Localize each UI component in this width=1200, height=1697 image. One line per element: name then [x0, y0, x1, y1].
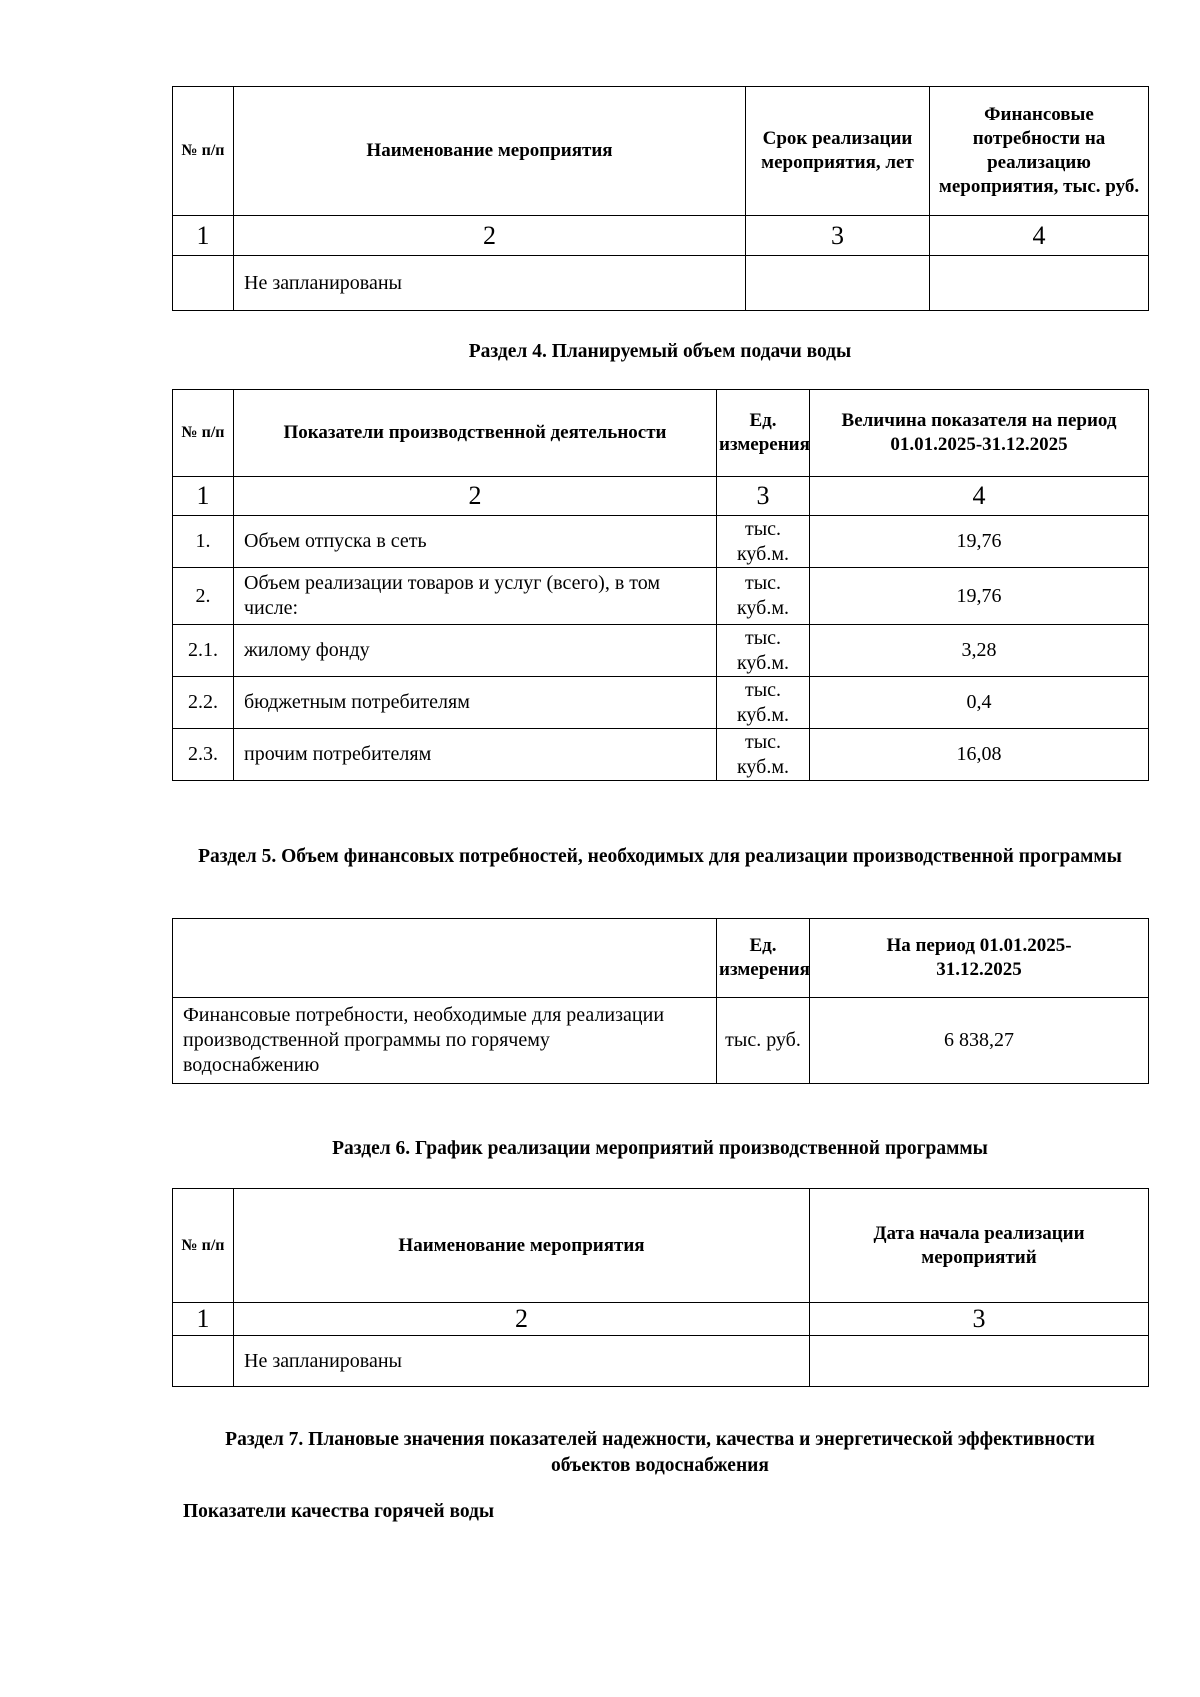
row-value: 19,76 — [810, 568, 1149, 625]
finance-table — [172, 918, 1149, 1084]
table-row — [173, 677, 1149, 729]
table-row — [173, 516, 1149, 568]
row-name: жилому фонду — [234, 625, 717, 677]
section4-title: Раздел 4. Планируемый объем подачи воды — [468, 341, 852, 362]
index-cell: 2 — [234, 477, 717, 516]
row-name: Объем отпуска в сеть — [234, 516, 717, 568]
empty-header — [173, 919, 717, 998]
schedule-table — [172, 1188, 1149, 1387]
activities-table — [172, 86, 1149, 311]
table-row — [173, 625, 1149, 677]
finance-row-unit: тыс. руб. — [717, 998, 810, 1084]
row-unit: тыс. куб.м. — [717, 625, 810, 677]
row-number: 1. — [173, 516, 234, 568]
row-name: бюджетным потребителям — [234, 677, 717, 729]
row-number: 2.2. — [173, 677, 234, 729]
col-header-term: Срок реализации мероприятия, лет — [746, 87, 930, 216]
empty-cell — [810, 1336, 1149, 1387]
col-header-name: Наименование мероприятия — [234, 87, 746, 216]
col-header-unit: Ед. измерения — [717, 390, 810, 477]
section7-title: Раздел 7. Плановые значения показателей надежности, качества и энергетической эффективности объектов водоснабжения — [225, 1429, 1095, 1476]
index-cell: 1 — [173, 1303, 234, 1336]
row-value: 19,76 — [810, 516, 1149, 568]
col-header-indicator: Показатели производственной деятельности — [234, 390, 717, 477]
table-row — [173, 729, 1149, 781]
row-name: Объем реализации товаров и услуг (всего), в том числе: — [234, 568, 717, 625]
empty-cell — [930, 256, 1149, 311]
col-header-start-date: Дата начала реализации мероприятий — [810, 1189, 1149, 1303]
activity-name: Не запланированы — [234, 256, 746, 311]
section5-title: Раздел 5. Объем финансовых потребностей, необходимых для реализации производственной программы — [198, 846, 1122, 867]
col-header-period: На период 01.01.2025-31.12.2025 — [810, 919, 1149, 998]
index-cell: 2 — [234, 216, 746, 256]
water-supply-table — [172, 389, 1149, 781]
row-value: 3,28 — [810, 625, 1149, 677]
row-unit: тыс. куб.м. — [717, 677, 810, 729]
row-value: 0,4 — [810, 677, 1149, 729]
index-cell: 3 — [717, 477, 810, 516]
col-header-finance: Финансовые потребности на реализацию мероприятия, тыс. руб. — [930, 87, 1149, 216]
col-header-unit: Ед. измерения — [717, 919, 810, 998]
index-cell: 1 — [173, 477, 234, 516]
index-cell: 1 — [173, 216, 234, 256]
row-number: 2. — [173, 568, 234, 625]
col-header-value: Величина показателя на период 01.01.2025-31.12.2025 — [810, 390, 1149, 477]
index-cell: 4 — [810, 477, 1149, 516]
row-number: 2.3. — [173, 729, 234, 781]
finance-row-name: Финансовые потребности, необходимые для реализации производственной программы по горячему водоснабжению — [173, 998, 717, 1084]
empty-cell — [746, 256, 930, 311]
row-unit: тыс. куб.м. — [717, 568, 810, 625]
row-unit: тыс. куб.м. — [717, 516, 810, 568]
col-header-num: № п/п — [173, 1189, 234, 1303]
col-header-num: № п/п — [173, 87, 234, 216]
table-row — [173, 568, 1149, 625]
index-cell: 4 — [930, 216, 1149, 256]
row-name: прочим потребителям — [234, 729, 717, 781]
index-cell: 3 — [810, 1303, 1149, 1336]
empty-cell — [173, 256, 234, 311]
col-header-name: Наименование мероприятия — [234, 1189, 810, 1303]
index-cell: 3 — [746, 216, 930, 256]
col-header-num: № п/п — [173, 390, 234, 477]
empty-cell — [173, 1336, 234, 1387]
row-value: 16,08 — [810, 729, 1149, 781]
finance-row-value: 6 838,27 — [810, 998, 1149, 1084]
index-cell: 2 — [234, 1303, 810, 1336]
row-number: 2.1. — [173, 625, 234, 677]
section7-subtitle: Показатели качества горячей воды — [183, 1501, 495, 1522]
section6-title: Раздел 6. График реализации мероприятий производственной программы — [332, 1138, 988, 1159]
activity-name: Не запланированы — [234, 1336, 810, 1387]
row-unit: тыс. куб.м. — [717, 729, 810, 781]
